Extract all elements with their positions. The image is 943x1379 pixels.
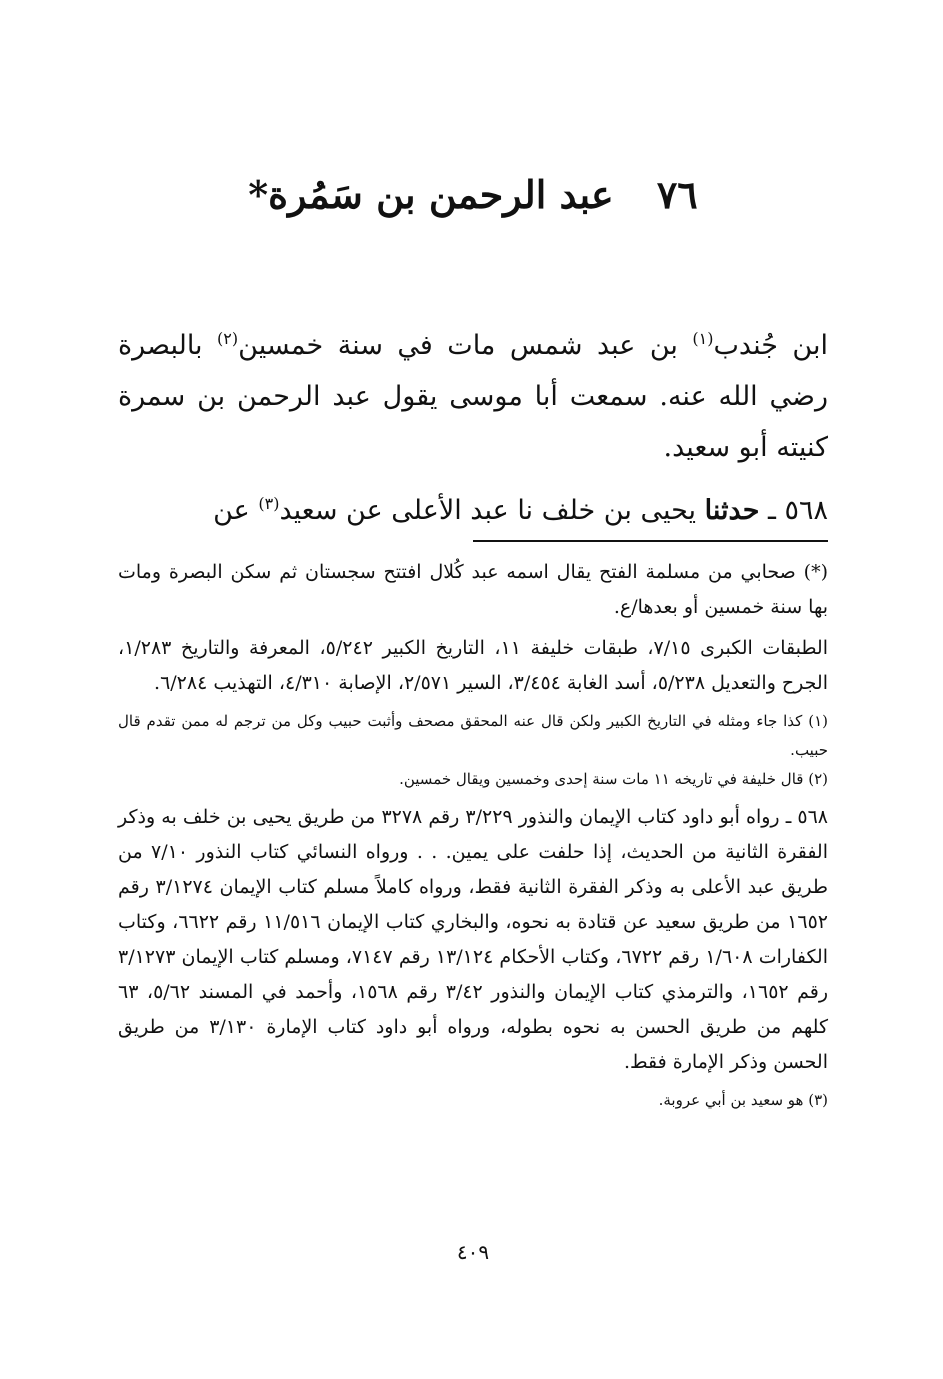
- sources-note: الطبقات الكبرى ٧/١٥، طبقات خليفة ١١، التاريخ الكبير ٥/٢٤٢، المعرفة والتاريخ ١/٢٨٣، الجرح والتعديل ٥/٢٣٨، أسد الغابة ٣/٤٥٤، السير ٢/٥٧١، الإصابة ٤/٣١٠، التهذيب ٦/٢٨٤.: [118, 637, 828, 694]
- star-note: (*) صحابي من مسلمة الفتح يقال اسمه عبد كُلال افتتح سجستان ثم سكن البصرة ومات بها سنة خمسين أو بعدها/ع.: [118, 561, 828, 618]
- book-page: [118, 0, 828, 1379]
- footnote-ref-1: (١): [692, 329, 714, 348]
- biography-text-end: بالبصرة رضي الله عنه. سمعت أبا موسى يقول عبد الرحمن بن سمرة كنيته أبو سعيد.: [118, 330, 828, 463]
- takhrij-note: ٥٦٨ ـ رواه أبو داود كتاب الإيمان والنذور ٣/٢٢٩ رقم ٣٢٧٨ من طريق يحيى بن خلف به وذكر الفقرة الثانية من الحديث، إذا حلفت على يمين. . . ورواه النسائي كتاب النذور ٧/١٠ من طريق عبد الأعلى به وذكر الفقرة الثانية فقط، ورواه كاملاً مسلم كتاب الإيمان ٣/١٢٧٤ رقم ١٦٥٢ من طريق سعيد عن قتادة به نحوه، والبخاري كتاب الإيمان ١١/٥١٦ رقم ٦٦٢٢، وكتاب الكفارات ١/٦٠٨ رقم ٦٧٢٢، وكتاب الأحكام ١٣/١٢٤ رقم ٧١٤٧، ومسلم كتاب الإيمان ٣/١٢٧٣ رقم ١٦٥٢، والترمذي كتاب الإيمان والنذور ٣/٤٢ رقم ١٥٦٨، وأحمد في المسند ٥/٦٢، ٦٣ كلهم من طريق الحسن به نحوه بطوله، ورواه أبو داود كتاب الإمارة ٣/١٣٠ من طريق الحسن وذكر الإمارة فقط.: [118, 806, 829, 1073]
- hadith-opening-word: حدثنا: [704, 495, 760, 526]
- hadith-text: يحيى بن خلف نا عبد الأعلى عن سعيد: [279, 495, 705, 526]
- footnotes-section: [118, 555, 828, 1115]
- hadith-text-tail: عن: [213, 495, 259, 526]
- footnote-ref-3: (٣): [258, 494, 280, 513]
- footnote-divider: [473, 540, 828, 542]
- footnote-1: (١) كذا جاء ومثله في التاريخ الكبير ولكن قال عنه المحقق مصحف وأثبت حبيب وكل من ترجم له ممن تقدم قال حبيب.: [118, 712, 828, 759]
- footnote-3: (٣) هو سعيد بن أبي عروبة.: [658, 1091, 828, 1109]
- chapter-heading: [118, 165, 828, 225]
- chapter-number: ٧٦: [656, 172, 698, 217]
- biography-text-middle: بن عبد شمس مات في سنة خمسين: [238, 330, 693, 361]
- page-number: ٤٠٩: [456, 1240, 490, 1264]
- hadith-paragraph: [118, 485, 828, 536]
- footnote-2: (٢) قال خليفة في تاريخه ١١ مات سنة إحدى وخمسين ويقال خمسين.: [399, 770, 828, 788]
- main-text: [118, 320, 828, 536]
- footnote-ref-2: (٢): [217, 329, 239, 348]
- chapter-name: عبد الرحمن بن سَمُرة*: [248, 172, 614, 217]
- biography-paragraph: [118, 320, 828, 473]
- hadith-number: ٥٦٨ ـ: [759, 495, 828, 526]
- biography-text-start: ابن جُندب: [713, 330, 828, 361]
